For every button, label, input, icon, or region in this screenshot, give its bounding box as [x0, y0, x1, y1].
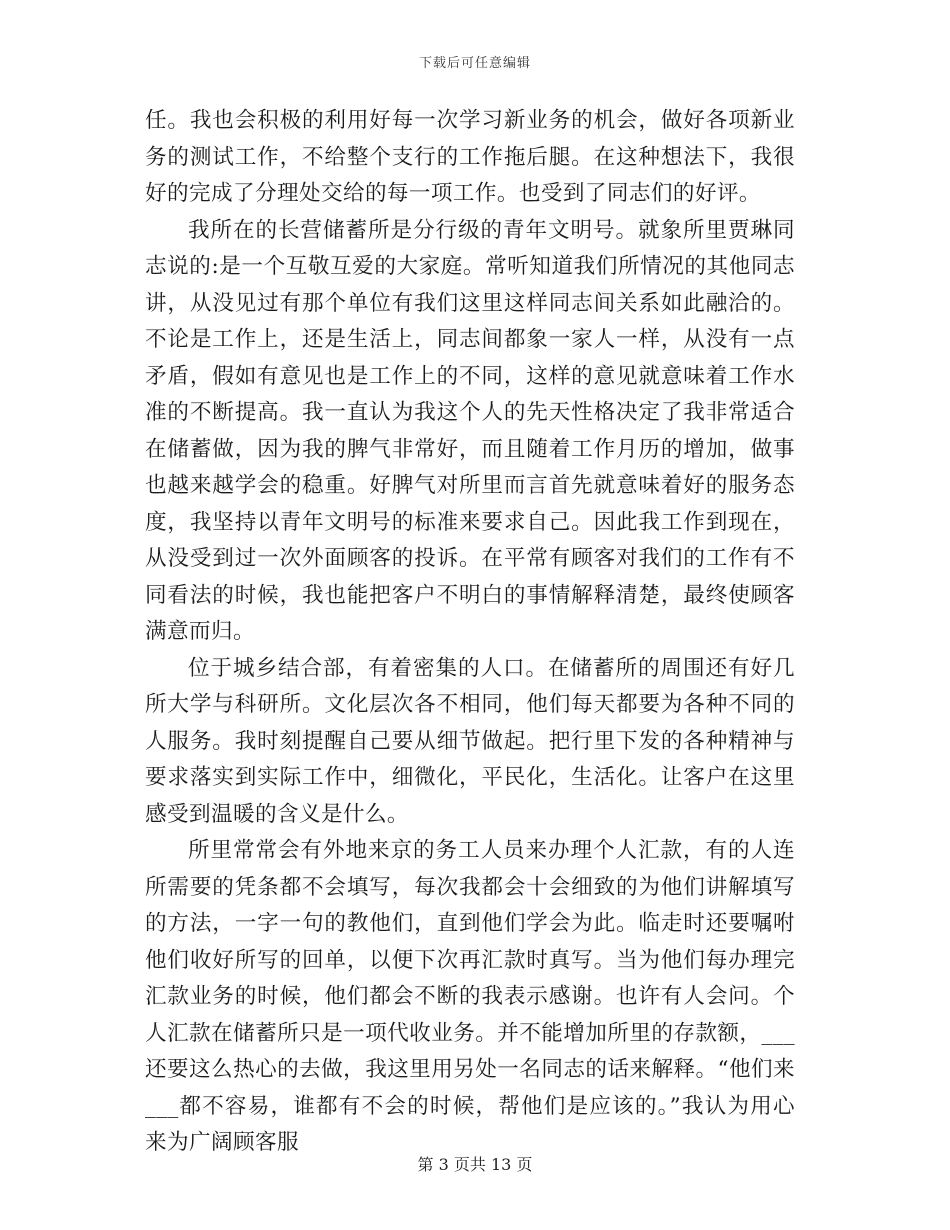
paragraph-continuation: 任。我也会积极的利用好每一次学习新业务的机会，做好各项新业务的测试工作，不给整个支行的工作拖后腿。在这种想法下，我很好的完成了分理处交给的每一项工作。也受到了同志们的好评。 — [145, 108, 795, 206]
paragraph: 我所在的长营储蓄所是分行级的青年文明号。就象所里贾琳同志说的:是一个互敬互爱的大家庭。常听知道我们所情况的其他同志讲，从没见过有那个单位有我们这里这样同志间关系如此融洽的。不论是工作上，还是生活上，同志间都象一家人一样，从没有一点矛盾，假如有意见也是工作上的不同，这样的意见就意味着工作水准的不断提高。我一直认为我这个人的先天性格决定了我非常适合在储蓄做，因为我的脾气非常好，而且随着工作月历的增加，做事也越来越学会的稳重。好脾气对所里而言首先就意味着好的服务态度，我坚持以青年文明号的标准来要求自己。因此我工作到现在，从没受到过一次外面顾客的投诉。在平常有顾客对我们的工作有不同看法的时候，我也能把客户不明白的事情解释清楚，最终使顾客满意而归。 — [145, 217, 795, 644]
paragraph: 位于城乡结合部，有着密集的人口。在储蓄所的周围还有好几所大学与科研所。文化层次各不相同，他们每天都要为各种不同的人服务。我时刻提醒自己要从细节做起。把行里下发的各种精神与要求落实到实际工作中，细微化，平民化，生活化。让客户在这里感受到温暖的含义是什么。 — [145, 655, 795, 827]
page-header-note: 下载后可任意编辑 — [418, 56, 531, 71]
document-body — [145, 103, 795, 1162]
page-number: 第 3 页共 13 页 — [417, 1155, 533, 1174]
paragraph: 所里常常会有外地来京的务工人员来办理个人汇款，有的人连所需要的凭条都不会填写，每次我都会十会细致的为他们讲解填写的方法，一字一句的教他们，直到他们学会为此。临走时还要嘱咐他们收好所写的回单，以便下次再汇款时真写。当为他们每办理完汇款业务的时候，他们都会不断的我表示感谢。也许有人会问。个人汇款在储蓄所只是一项代收业务。并不能增加所里的存款额，___还要这么热心的去做，我这里用另处一名同志的话来解释。“他们来___都不容易，谁都有不会的时候，帮他们是应该的。”我认为用心来为广阔顾客服 — [145, 838, 795, 1155]
